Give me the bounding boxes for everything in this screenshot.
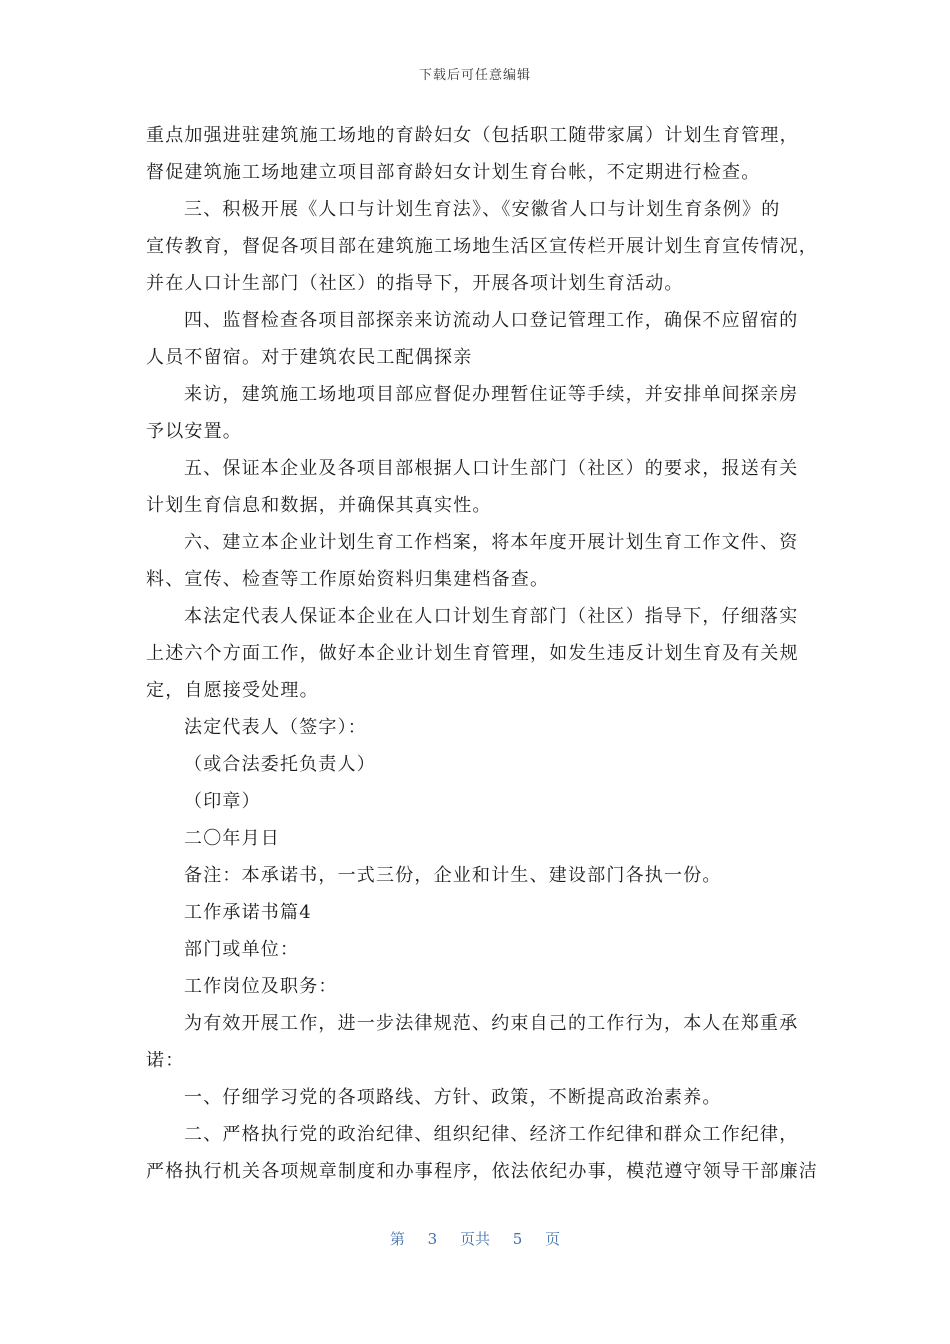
text-line: 六、建立本企业计划生育工作档案，将本年度开展计划生育工作文件、资 [184,532,799,553]
document-body [146,117,818,1190]
text-line: 四、监督检查各项目部探亲来访流动人口登记管理工作，确保不应留宿的 [184,310,799,331]
text-line: 二〇年月日 [184,828,280,849]
text-line: 三、积极开展《人口与计划生育法》、《安徽省人口与计划生育条例》的 [184,199,781,220]
text-line: 为有效开展工作，进一步法律规范、约束自己的工作行为，本人在郑重承 [184,1013,799,1034]
text-line: 人员不留宿。对于建筑农民工配偶探亲 [146,347,473,368]
text-line: 部门或单位： [184,939,300,960]
text-line: 督促建筑施工场地建立项目部育龄妇女计划生育台帐，不定期进行检查。 [146,162,761,183]
text-line: 重点加强进驻建筑施工场地的育龄妇女（包括职工随带家属）计划生育管理， [146,125,799,146]
footer-page-label: 第 [389,1230,405,1248]
footer-current-page: 3 [427,1230,438,1248]
text-line: （或合法委托负责人） [184,754,376,775]
text-line: 来访，建筑施工场地项目部应督促办理暂住证等手续，并安排单间探亲房 [184,384,799,405]
text-line: 工作承诺书篇4 [184,902,312,923]
text-line: 二、严格执行党的政治纪律、组织纪律、经济工作纪律和群众工作纪律， [184,1124,799,1145]
text-line: 定，自愿接受处理。 [146,680,319,701]
text-line: 宣传教育，督促各项目部在建筑施工场地生活区宣传栏开展计划生育宣传情况， [146,236,818,257]
footer-of-label: 页共 [459,1230,490,1248]
text-line: 严格执行机关各项规章制度和办事程序，依法依纪办事，模范遵守领导干部廉洁 [146,1161,818,1182]
text-line: 法定代表人（签字）： [184,717,367,738]
text-line: （印章） [184,791,261,812]
text-line: 本法定代表人保证本企业在人口计划生育部门（社区）指导下，仔细落实 [184,606,799,627]
text-line: 料、宣传、检查等工作原始资料归集建档备查。 [146,569,550,590]
text-line: 并在人口计生部门（社区）的指导下，开展各项计划生育活动。 [146,273,684,294]
text-line: 上述六个方面工作，做好本企业计划生育管理，如发生违反计划生育及有关规 [146,643,799,664]
footer-total-pages: 5 [512,1230,523,1248]
text-line: 诺： [146,1050,185,1071]
page-header: 下载后可任意编辑 [418,68,531,83]
text-line: 五、保证本企业及各项目部根据人口计生部门（社区）的要求，报送有关 [184,458,799,479]
text-line: 工作岗位及职务： [184,976,338,997]
footer-end-label: 页 [545,1230,561,1248]
text-line: 备注：本承诺书，一式三份，企业和计生、建设部门各执一份。 [184,865,722,886]
page-footer [0,1228,950,1249]
text-line: 计划生育信息和数据，并确保其真实性。 [146,495,492,516]
text-line: 一、仔细学习党的各项路线、方针、政策，不断提高政治素养。 [184,1087,722,1108]
text-line: 予以安置。 [146,421,242,442]
